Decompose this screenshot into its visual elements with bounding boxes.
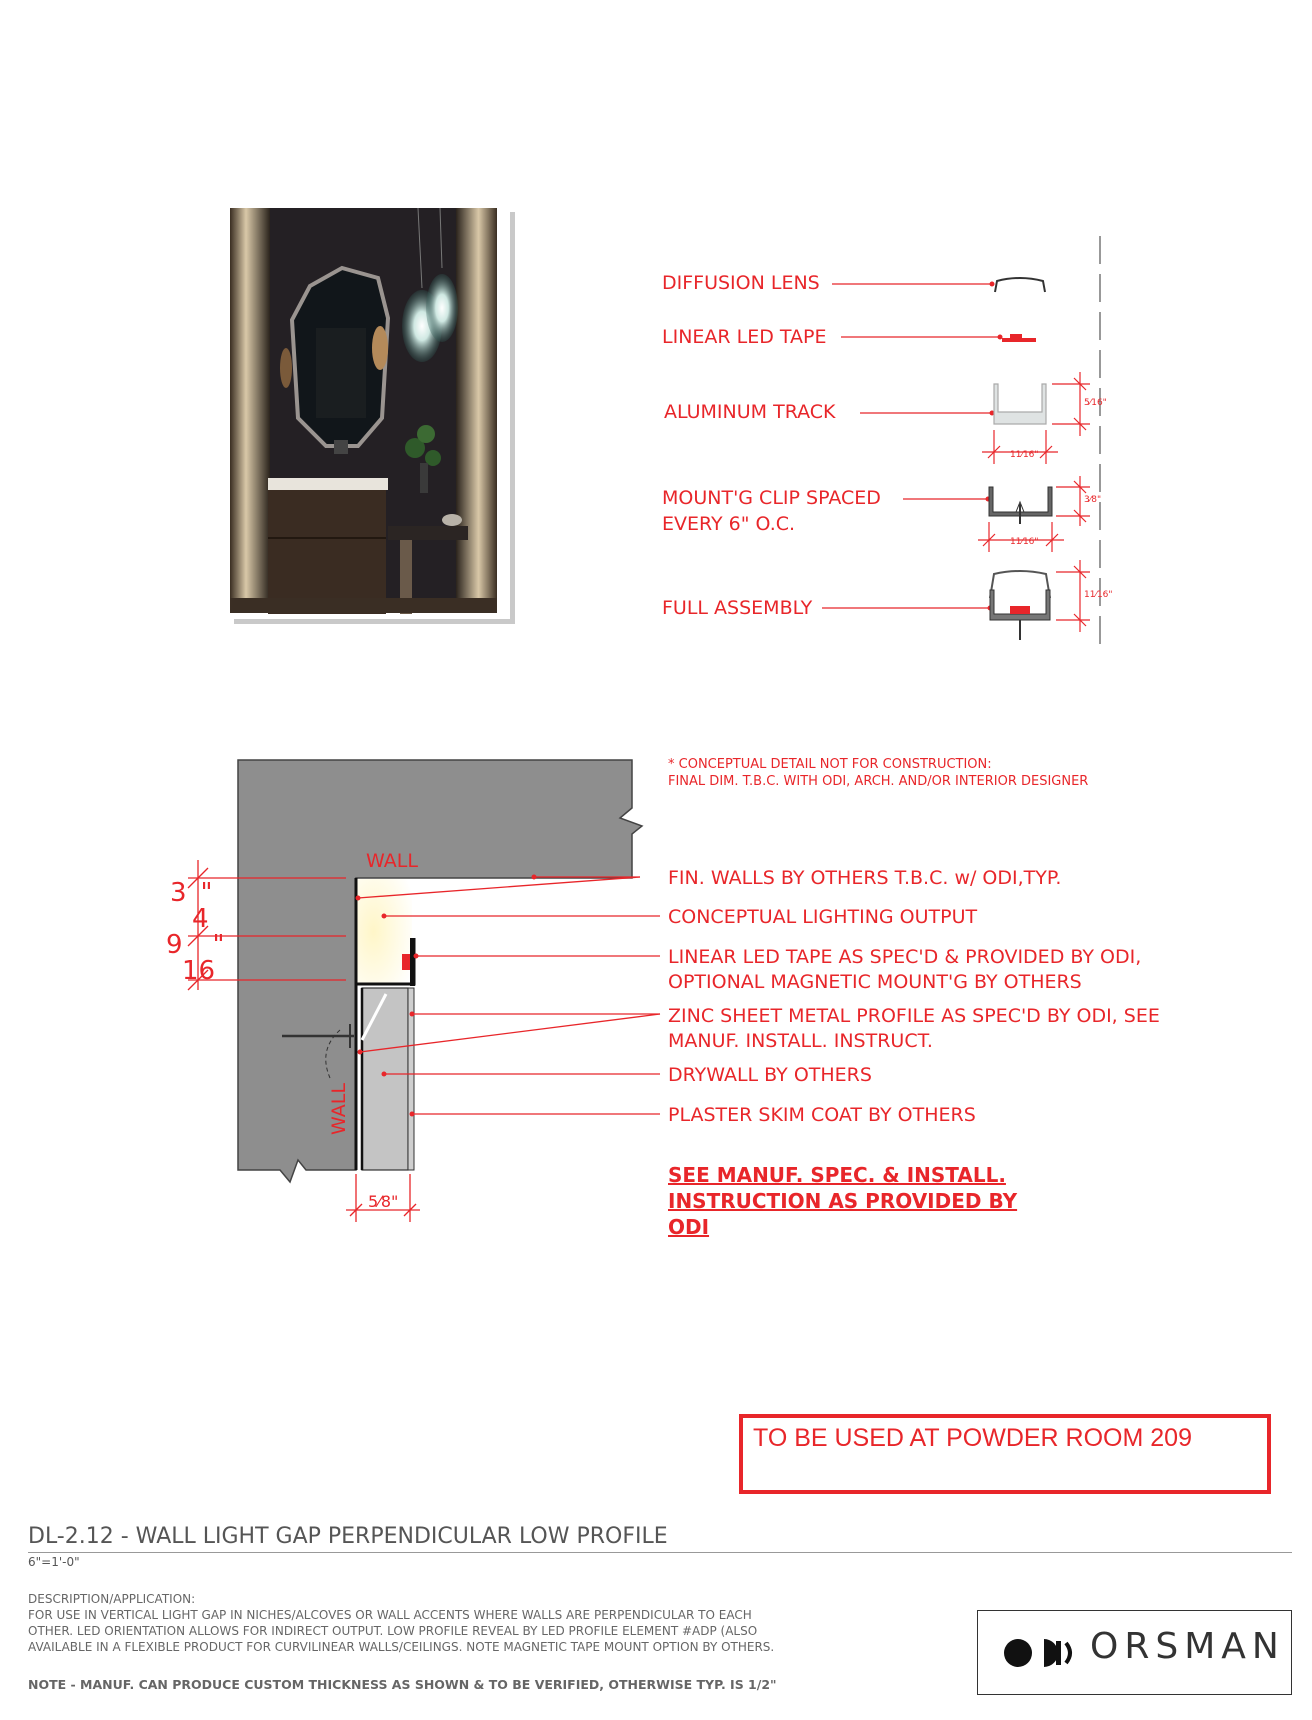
callout-fin-walls: FIN. WALLS BY OTHERS T.B.C. w/ ODI,TYP. (668, 867, 1062, 889)
callout-led-tape-1: LINEAR LED TAPE AS SPEC'D & PROVIDED BY ODI, (668, 946, 1142, 968)
description-line-1: FOR USE IN VERTICAL LIGHT GAP IN NICHES/ALCOVES OR WALL ACCENTS WHERE WALLS ARE PERPENDICULAR TO EACH (28, 1608, 752, 1622)
aluminum-track-label: ALUMINUM TRACK (664, 401, 836, 423)
dim-mid-denominator: 16 (182, 956, 216, 986)
wall-top-label: WALL (366, 850, 418, 872)
track-width-dim: 11⁄16" (1010, 450, 1039, 460)
title-rule (28, 1552, 1292, 1553)
dim-three-quarter (170, 880, 213, 932)
description-heading: DESCRIPTION/APPLICATION: (28, 1592, 196, 1606)
brand-name: ORSMAN (1090, 1626, 1285, 1667)
see-manuf-line-3: ODI (668, 1215, 710, 1239)
dim-mid-unit: " (212, 930, 225, 960)
dim-mid-numerator: 9 (166, 930, 183, 960)
see-manufacturer-note (668, 1162, 1017, 1240)
description (28, 1591, 888, 1655)
dim-nine-sixteenths (166, 932, 225, 984)
dim-top-numerator: 3 (170, 878, 187, 908)
clip-height-dim: 3⁄8" (1084, 495, 1102, 505)
see-manuf-line-2: INSTRUCTION AS PROVIDED BY (668, 1189, 1018, 1213)
powder-room-text: TO BE USED AT POWDER ROOM 209 (753, 1424, 1192, 1452)
mounting-clip-label-1: MOUNT'G CLIP SPACED (662, 487, 881, 509)
see-manuf-line-1: SEE MANUF. SPEC. & INSTALL. (668, 1163, 1006, 1187)
description-line-2: OTHER. LED ORIENTATION ALLOWS FOR INDIRECT OUTPUT. LOW PROFILE REVEAL BY LED PROFILE ELEMENT #ADP (ALSO (28, 1624, 758, 1638)
mounting-clip-label-2: EVERY 6" O.C. (662, 513, 796, 535)
dim-five-eighths: 5⁄8" (368, 1192, 399, 1211)
track-height-dim: 5⁄16" (1084, 398, 1107, 408)
dim-top-denominator: 4 (192, 904, 209, 934)
callout-lighting-output: CONCEPTUAL LIGHTING OUTPUT (668, 906, 978, 928)
note-line-2: FINAL DIM. T.B.C. WITH ODI, ARCH. AND/OR INTERIOR DESIGNER (668, 774, 1089, 789)
callout-drywall: DRYWALL BY OTHERS (668, 1064, 872, 1086)
assembly-height-dim: 11⁄16" (1084, 590, 1113, 600)
orsman-logo-icon (1000, 1635, 1078, 1671)
diffusion-lens-label: DIFFUSION LENS (662, 272, 820, 294)
clip-width-dim: 11⁄16" (1010, 537, 1039, 547)
callout-plaster: PLASTER SKIM COAT BY OTHERS (668, 1104, 976, 1126)
callout-led-tape-2: OPTIONAL MAGNETIC MOUNT'G BY OTHERS (668, 971, 1082, 993)
callout-zinc-profile-1: ZINC SHEET METAL PROFILE AS SPEC'D BY ODI, SEE (668, 1005, 1160, 1027)
wall-side-label: WALL (328, 1083, 350, 1135)
full-assembly-label: FULL ASSEMBLY (662, 597, 813, 619)
detail-scale: 6"=1'-0" (28, 1555, 80, 1569)
linear-led-tape-label: LINEAR LED TAPE (662, 326, 827, 348)
component-drawings (0, 0, 1312, 700)
description-line-3: AVAILABLE IN A FLEXIBLE PRODUCT FOR CURVILINEAR WALLS/CEILINGS. NOTE MAGNETIC TAPE MOUNT OPTION BY OTHERS. (28, 1640, 775, 1654)
callout-zinc-profile-2: MANUF. INSTALL. INSTRUCT. (668, 1030, 933, 1052)
manufacturer-footnote: NOTE - MANUF. CAN PRODUCE CUSTOM THICKNESS AS SHOWN & TO BE VERIFIED, OTHERWISE TYP. IS 1/2" (28, 1677, 777, 1692)
note-line-1: * CONCEPTUAL DETAIL NOT FOR CONSTRUCTION: (668, 757, 992, 772)
dim-top-unit: " (200, 878, 213, 908)
detail-title: DL-2.12 - WALL LIGHT GAP PERPENDICULAR LOW PROFILE (28, 1524, 668, 1549)
